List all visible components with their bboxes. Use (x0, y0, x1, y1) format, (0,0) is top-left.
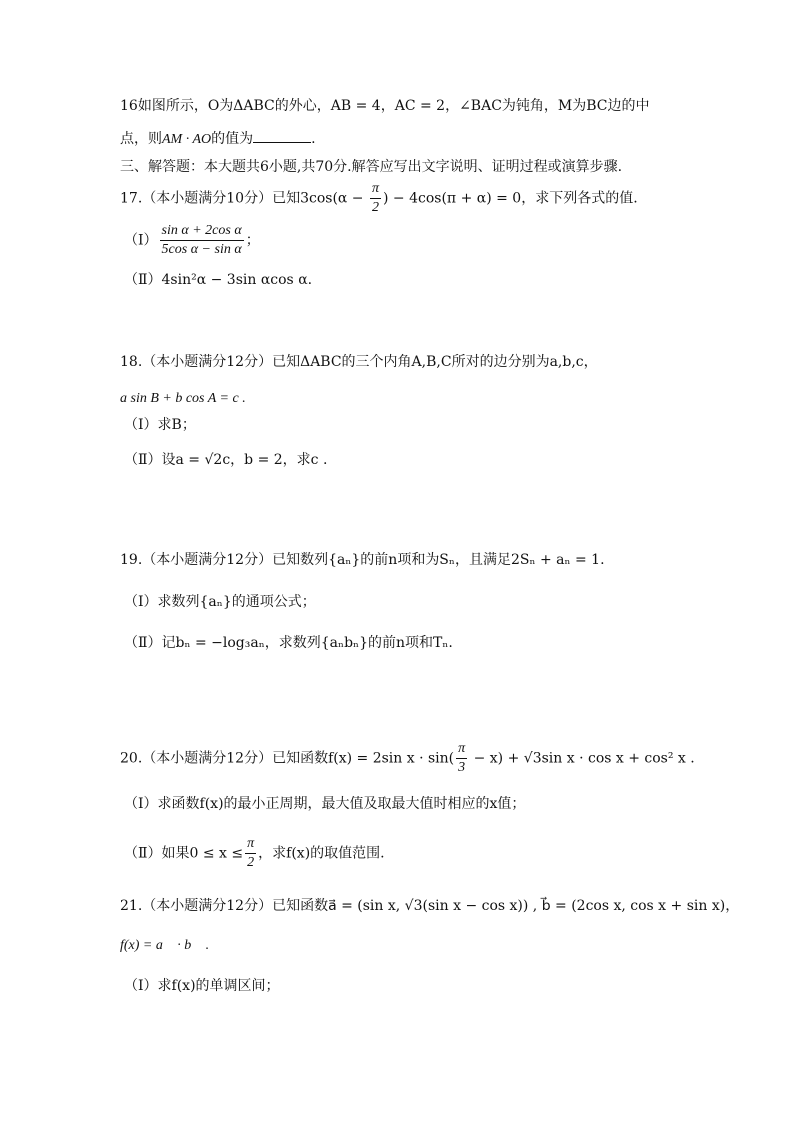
q17-p1-end: ； (245, 232, 260, 249)
q20-p2-b: ，求f(x)的取值范围. (258, 845, 385, 862)
q20-p2-frac-den: 2 (245, 853, 256, 872)
q17-p1-num: sin α + 2cos α (161, 223, 242, 238)
q20-p2-frac-num: π (247, 836, 255, 851)
q16-prefix: 点，则 (120, 131, 162, 147)
q17-frac (370, 180, 381, 217)
q20-p2-frac (245, 835, 256, 872)
q16-end: . (311, 131, 316, 147)
q18-eq: a sin B + b cos A = c . (120, 391, 246, 406)
q17-stem-b: ) − 4cos(π + α) = 0，求下列各式的值. (383, 190, 638, 207)
q16-suffix: 的值为 (211, 131, 254, 147)
q20-p2-a: （Ⅱ）如果0 ≤ x ≤ (124, 845, 244, 862)
q16-line1: 16如图所示，O为ΔABC的外心，AB = 4，AC = 2，∠BAC为钝角，M为BC边的中 (120, 98, 650, 114)
q20-stem-b: − x) + √3sin x · cos x + cos² x . (469, 750, 695, 767)
q20-frac-den: 3 (456, 758, 467, 777)
q16-vector-expr: AM · AO (162, 132, 212, 147)
q18-part2: （Ⅱ）设a = √2c，b = 2，求c . (124, 452, 328, 468)
q19-stem: 19.（本小题满分12分）已知数列{aₙ}的前n项和为Sₙ，且满足2Sₙ + aₙ = 1. (120, 552, 605, 568)
q17-frac-den: 2 (370, 198, 381, 217)
q19-part1: （Ⅰ）求数列{aₙ}的通项公式； (124, 594, 316, 610)
q20-frac-num: π (458, 741, 466, 756)
q18-stem: 18.（本小题满分12分）已知ΔABC的三个内角A,B,C所对的边分别为a,b,c， (120, 354, 598, 370)
q17-part1 (124, 222, 260, 259)
q17-stem-a: 17.（本小题满分10分）已知3cos(α − (120, 190, 368, 207)
q17-stem (120, 180, 638, 217)
q20-stem (120, 740, 695, 777)
q20-stem-a: 20.（本小题满分12分）已知函数f(x) = 2sin x · sin( (120, 750, 455, 767)
q17-p1-label: （Ⅰ） (124, 232, 158, 249)
q20-part2 (124, 835, 385, 872)
q20-part1: （Ⅰ）求函数f(x)的最小正周期，最大值及取最大值时相应的x值； (124, 796, 526, 812)
q17-p1-frac (160, 222, 244, 259)
section3-heading: 三、解答题：本大题共6小题,共70分.解答应写出文字说明、证明过程或演算步骤. (120, 159, 623, 175)
q19-part2: （Ⅱ）记bₙ = −log₃aₙ，求数列{aₙbₙ}的前n项和Tₙ. (124, 635, 453, 651)
q21-stem: 21.（本小题满分12分）已知函数a⃗ = (sin x, √3(sin x − cos x)) , b⃗ = (2cos x, cos x + sin x)， (120, 898, 740, 914)
q17-p1-den: 5cos α − sin α (161, 242, 242, 257)
q16-line2 (120, 130, 316, 149)
q17-frac-num: π (372, 181, 380, 196)
q21-eq: f(x) = a⃗ · b⃗ . (120, 938, 210, 953)
q20-frac (456, 740, 467, 777)
q17-part2: （Ⅱ）4sin²α − 3sin αcos α. (124, 272, 313, 288)
q16-answer-blank (253, 130, 311, 143)
q18-part1: （Ⅰ）求B； (124, 417, 196, 433)
q21-part1: （Ⅰ）求f(x)的单调区间； (124, 978, 280, 994)
